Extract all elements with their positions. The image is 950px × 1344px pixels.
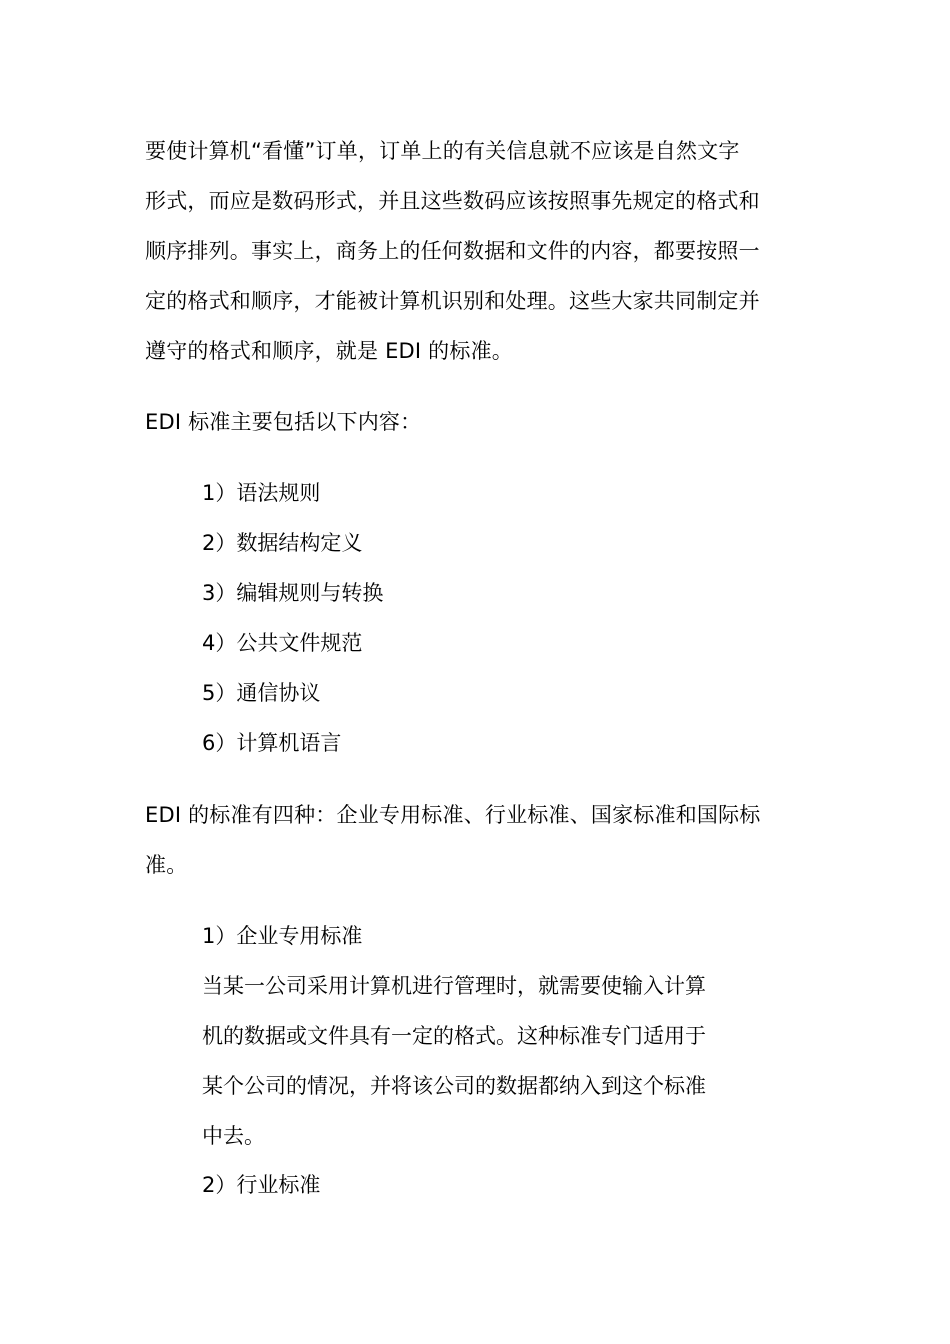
text-line: 某个公司的情况，并将该公司的数据都纳入到这个标准: [202, 1074, 706, 1098]
list-item: 6）计算机语言: [202, 731, 342, 755]
list-item: 1）语法规则: [202, 481, 321, 505]
paragraph-edi-intro: [145, 126, 795, 376]
paragraph-standard-types: [145, 790, 795, 890]
text-line: 准。: [145, 853, 188, 877]
text-line: 要使计算机“看懂”订单，订单上的有关信息就不应该是自然文字: [145, 139, 740, 163]
paragraph-standard-contents: EDI 标准主要包括以下内容：: [145, 410, 422, 434]
list-item: 4）公共文件规范: [202, 631, 363, 655]
text-line: 形式，而应是数码形式，并且这些数码应该按照事先规定的格式和: [145, 189, 760, 213]
list-item: 2）数据结构定义: [202, 531, 363, 555]
text-line: 遵守的格式和顺序，就是 EDI 的标准。: [145, 339, 513, 363]
text-line: 中去。: [202, 1124, 265, 1148]
list-item: 5）通信协议: [202, 681, 321, 705]
content-list: [202, 468, 383, 768]
text-line: 机的数据或文件具有一定的格式。这种标准专门适用于: [202, 1024, 706, 1048]
standard-1-description: [202, 961, 762, 1161]
standard-1-heading: 1）企业专用标准: [202, 924, 363, 948]
list-item: 3）编辑规则与转换: [202, 581, 384, 605]
text-line: 定的格式和顺序，才能被计算机识别和处理。这些大家共同制定并: [145, 289, 760, 313]
text-line: 当某一公司采用计算机进行管理时，就需要使输入计算: [202, 974, 706, 998]
standard-2-heading: 2）行业标准: [202, 1173, 321, 1197]
text-line: 顺序排列。事实上，商务上的任何数据和文件的内容，都要按照一: [145, 239, 760, 263]
text-line: EDI 的标准有四种：企业专用标准、行业标准、国家标准和国际标: [145, 803, 761, 827]
